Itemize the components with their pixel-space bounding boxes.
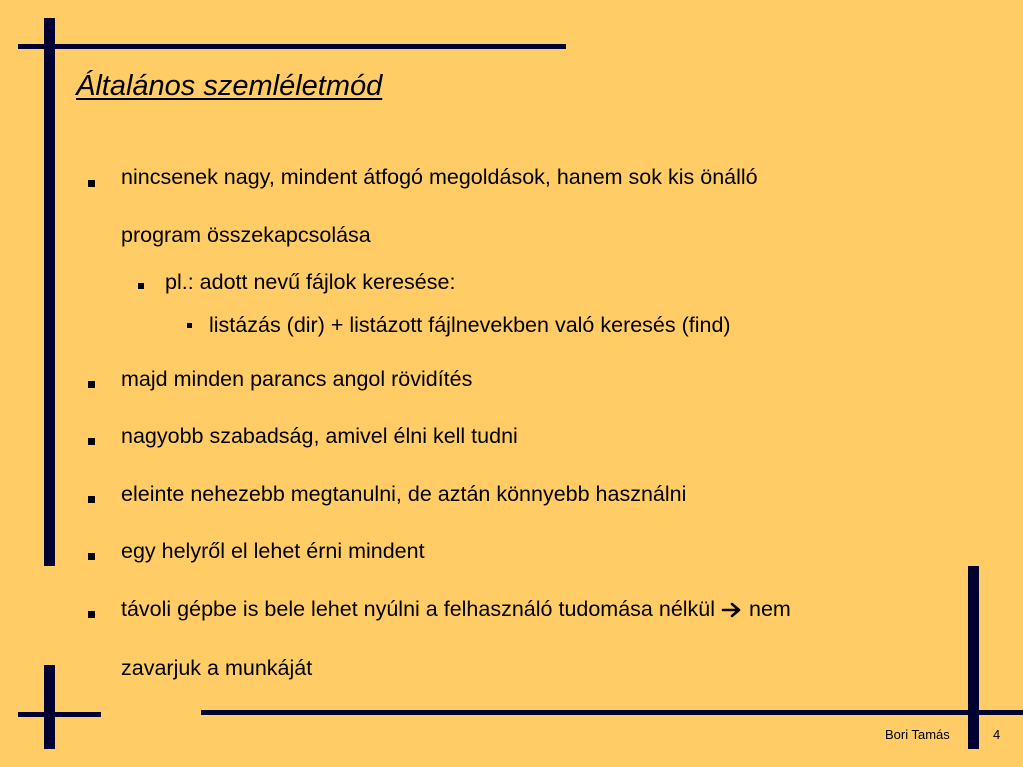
sub-sub-bullet-text: listázás (dir) + listázott fájlnevekben való keresés (find) bbox=[209, 313, 731, 337]
sub-sub-bullet-marker bbox=[187, 323, 192, 328]
bullet-marker bbox=[88, 611, 95, 618]
bottom-right-vertical-bar bbox=[968, 566, 979, 749]
footer-author: Bori Tamás bbox=[885, 727, 950, 742]
bottom-left-vertical-bar bbox=[44, 665, 55, 749]
top-left-vertical-bar bbox=[44, 18, 55, 566]
bullet-6-line-2: zavarjuk a munkáját bbox=[121, 656, 313, 680]
bullet-marker bbox=[88, 180, 95, 187]
bullet-marker bbox=[88, 553, 95, 560]
footer-page-number: 4 bbox=[993, 727, 1001, 742]
slide-title: Általános szemléletmód bbox=[76, 70, 383, 102]
bullet-1-line-2: program összekapcsolása bbox=[121, 223, 371, 247]
sub-bullet-marker bbox=[138, 283, 144, 289]
bullet-marker bbox=[88, 496, 95, 503]
bullet-6-line-1-before-arrow: távoli gépbe is bele lehet nyúlni a felhasználó tudomása nélkül bbox=[121, 597, 716, 621]
bottom-left-horizontal-bar bbox=[18, 712, 101, 717]
top-horizontal-bar bbox=[18, 44, 566, 49]
sub-bullet-text: pl.: adott nevű fájlok keresése: bbox=[165, 270, 456, 294]
bullet-1-line-1: nincsenek nagy, mindent átfogó megoldások, hanem sok kis önálló bbox=[121, 165, 758, 189]
bullet-3-text: nagyobb szabadság, amivel élni kell tudni bbox=[121, 424, 518, 448]
bullet-marker bbox=[88, 438, 95, 445]
bullet-2-text: majd minden parancs angol rövidítés bbox=[121, 367, 473, 391]
right-arrow-icon bbox=[721, 601, 743, 619]
bullet-marker bbox=[88, 381, 95, 388]
bullet-4-text: eleinte nehezebb megtanulni, de aztán könnyebb használni bbox=[121, 482, 687, 506]
bottom-horizontal-bar bbox=[201, 710, 1023, 715]
bullet-6-line-1 bbox=[121, 597, 791, 621]
bullet-5-text: egy helyről el lehet érni mindent bbox=[121, 539, 425, 563]
bullet-6-line-1-after-arrow: nem bbox=[749, 597, 791, 621]
